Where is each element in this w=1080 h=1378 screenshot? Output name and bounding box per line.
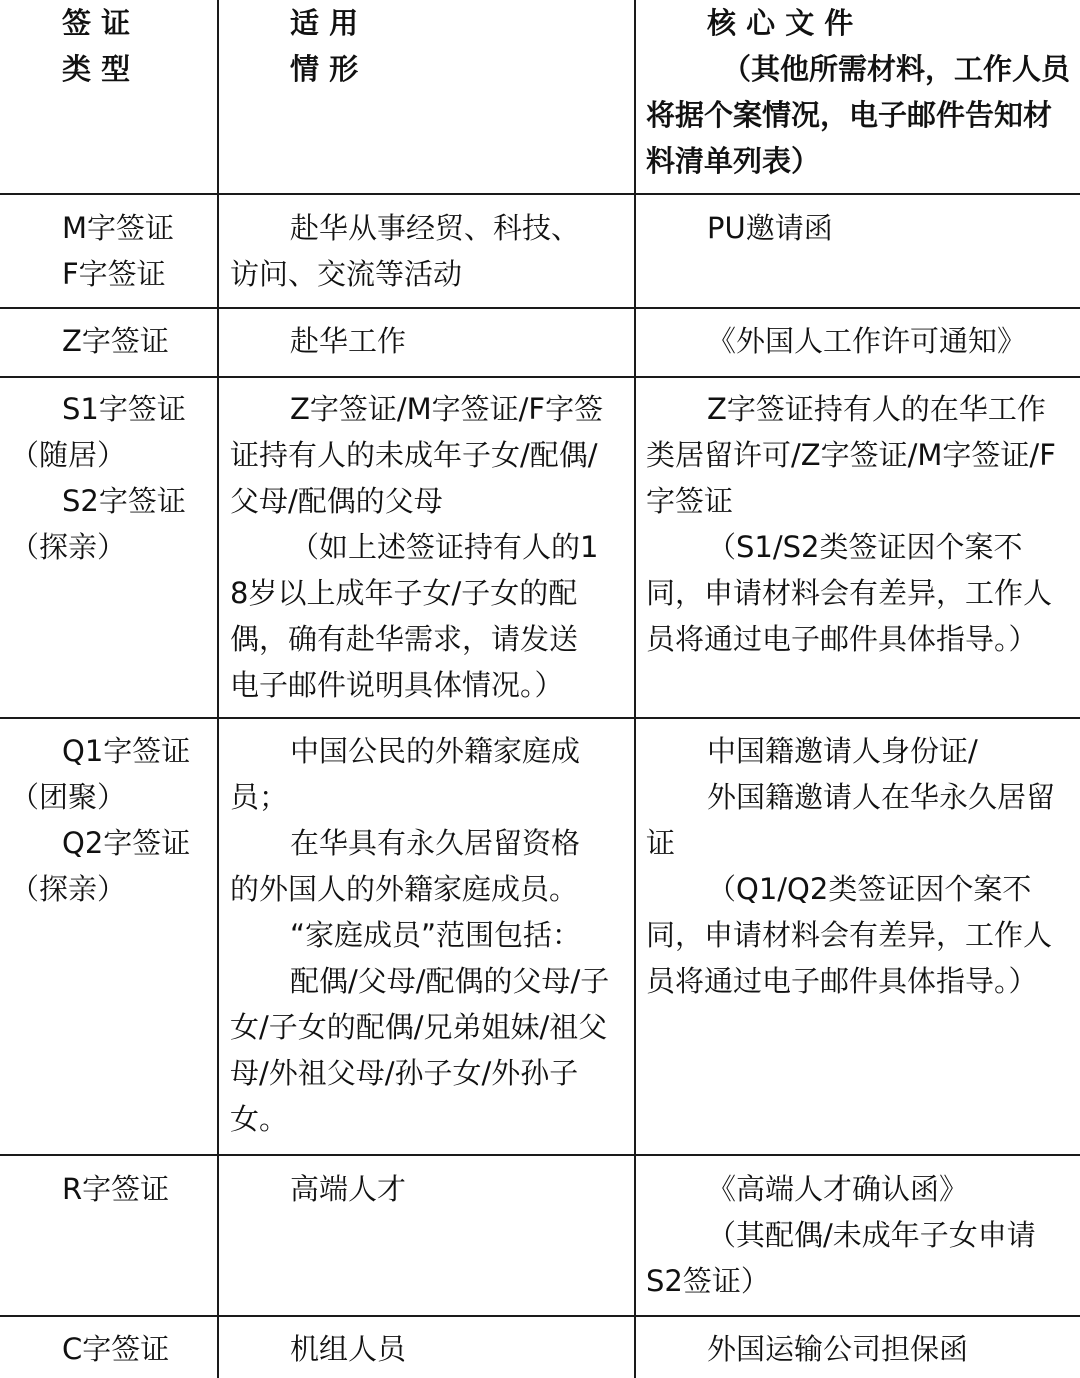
visa-type-line: Q1字签证 xyxy=(62,734,191,768)
situation-line: 证持有人的未成年子女/配偶/ xyxy=(230,438,598,472)
row-divider xyxy=(0,307,1080,309)
visa-type-line: （随居） xyxy=(10,438,127,472)
situation-line: 高端人才 xyxy=(290,1172,407,1206)
visa-type-line: （探亲） xyxy=(10,530,127,564)
row-divider xyxy=(0,717,1080,719)
document-line: PU邀请函 xyxy=(707,211,833,245)
document-line: 员将通过电子邮件具体指导。） xyxy=(646,622,1038,656)
document-line: 中国籍邀请人身份证/ xyxy=(707,734,978,768)
document-line: 员将通过电子邮件具体指导。） xyxy=(646,964,1038,998)
document-line: 同，申请材料会有差异，工作人 xyxy=(646,576,1053,610)
visa-type-line: S2字签证 xyxy=(62,484,186,518)
document-line: 同，申请材料会有差异，工作人 xyxy=(646,918,1053,952)
situation-line: 机组人员 xyxy=(290,1332,407,1366)
situation-line: 员； xyxy=(230,780,289,814)
header-line: 情 形 xyxy=(290,52,359,86)
row-divider xyxy=(0,193,1080,195)
situation-line: 偶，确有赴华需求，请发送 xyxy=(230,622,579,656)
document-line: （S1/S2类签证因个案不 xyxy=(707,530,1023,564)
situation-line: （如上述签证持有人的1 xyxy=(290,530,599,564)
situation-line: 父母/配偶的父母 xyxy=(230,484,443,518)
situation-line: 母/外祖父母/孙子女/外孙子 xyxy=(230,1056,579,1090)
situation-line: 在华具有永久居留资格 xyxy=(290,826,581,860)
situation-line: 的外国人的外籍家庭成员。 xyxy=(230,872,579,906)
situation-line: 访问、交流等活动 xyxy=(230,257,463,291)
row-divider xyxy=(0,1315,1080,1317)
document-line: 外国籍邀请人在华永久居留 xyxy=(707,780,1056,814)
header-line: （其他所需材料，工作人员 xyxy=(722,52,1071,86)
situation-line: 女。 xyxy=(230,1102,289,1136)
document-line: 字签证 xyxy=(646,484,734,518)
column-divider xyxy=(634,0,636,1378)
row-divider xyxy=(0,376,1080,378)
document-line: （Q1/Q2类签证因个案不 xyxy=(707,872,1032,906)
situation-line: 8岁以上成年子女/子女的配 xyxy=(230,576,578,610)
document-line: （其配偶/未成年子女申请 xyxy=(707,1218,1036,1252)
situation-line: 女/子女的配偶/兄弟姐妹/祖父 xyxy=(230,1010,608,1044)
document-line: S2签证） xyxy=(646,1264,770,1298)
situation-line: 配偶/父母/配偶的父母/子 xyxy=(290,964,610,998)
document-line: 《高端人才确认函》 xyxy=(707,1172,969,1206)
document-line: Z字签证持有人的在华工作 xyxy=(707,392,1046,426)
situation-line: Z字签证/M字签证/F字签 xyxy=(290,392,604,426)
document-line: 《外国人工作许可通知》 xyxy=(707,324,1027,358)
situation-line: “家庭成员”范围包括： xyxy=(290,918,582,952)
visa-type-line: （探亲） xyxy=(10,872,127,906)
visa-type-line: Q2字签证 xyxy=(62,826,191,860)
visa-type-line: C字签证 xyxy=(62,1332,170,1366)
header-line: 将据个案情况，电子邮件告知材 xyxy=(646,98,1053,132)
header-line: 适 用 xyxy=(290,6,359,40)
header-line: 料清单列表） xyxy=(646,144,821,178)
document-line: 外国运输公司担保函 xyxy=(707,1332,969,1366)
visa-type-line: （团聚） xyxy=(10,780,127,814)
visa-type-line: M字签证 xyxy=(62,211,175,245)
visa-type-line: Z字签证 xyxy=(62,324,169,358)
document-line: 证 xyxy=(646,826,676,860)
situation-line: 电子邮件说明具体情况。） xyxy=(230,668,564,702)
header-line: 核 心 文 件 xyxy=(707,6,854,40)
visa-type-line: S1字签证 xyxy=(62,392,186,426)
visa-type-line: R字签证 xyxy=(62,1172,170,1206)
row-divider xyxy=(0,1154,1080,1156)
situation-line: 赴华工作 xyxy=(290,324,407,358)
header-line: 类 型 xyxy=(62,52,131,86)
visa-type-line: F字签证 xyxy=(62,257,166,291)
column-divider xyxy=(217,0,219,1378)
situation-line: 赴华从事经贸、科技、 xyxy=(290,211,581,245)
header-line: 签 证 xyxy=(62,6,131,40)
document-line: 类居留许可/Z字签证/M字签证/F xyxy=(646,438,1056,472)
situation-line: 中国公民的外籍家庭成 xyxy=(290,734,581,768)
